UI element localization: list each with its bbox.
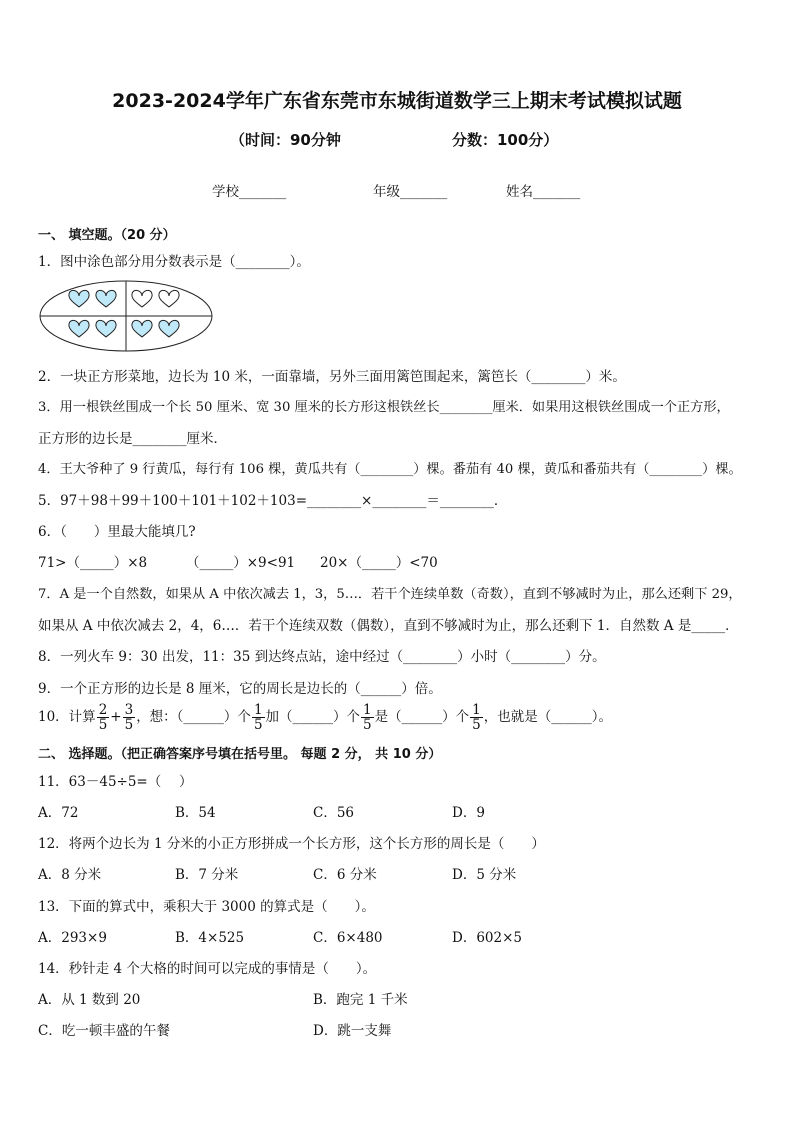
fraction: $\frac{2}{5}$ xyxy=(98,702,108,733)
section-1-title: 一、 填空题。（20 分） xyxy=(38,228,176,243)
option-a: A．293×9 xyxy=(38,930,107,946)
q10-text-5: ，也就是（______）。 xyxy=(483,709,612,725)
option-b: B．7 分米 xyxy=(175,867,239,883)
option-c: C．6 分米 xyxy=(313,867,377,883)
question-6-part-b: （_____）×9<91 xyxy=(186,555,296,571)
q10-text-3: 加（______）个 xyxy=(265,709,361,725)
page-title: 2023-2024学年广东省东莞市东城街道数学三上期末考试模拟试题 xyxy=(112,90,682,112)
option-b: B．跑完 1 千米 xyxy=(313,992,408,1008)
question-9: 9．一个正方形的边长是 8 厘米，它的周长是边长的（______）倍。 xyxy=(38,681,442,697)
question-3-line-1: 3．用一根铁丝围成一个长 50 厘米、宽 30 厘米的长方形这根铁丝长________厘米．如果用这根铁丝围成一个正方形， xyxy=(38,400,730,415)
fraction: $\frac{1}{5}$ xyxy=(363,702,372,733)
fraction: $\frac{1}{5}$ xyxy=(472,702,481,733)
option-c: C．6×480 xyxy=(313,930,383,946)
question-5: 5．97＋98＋99＋100＋101＋102＋103=________×________＝________． xyxy=(38,493,508,509)
q10-text-2: ，想：（______）个 xyxy=(136,709,251,725)
section-2-title: 二、 选择题。（把正确答案序号填在括号里。 每题 2 分， 共 10 分） xyxy=(38,747,442,762)
option-a: A．从 1 数到 20 xyxy=(38,992,141,1008)
option-c: C．吃一顿丰盛的午餐 xyxy=(38,1023,170,1039)
option-b: B．54 xyxy=(175,805,216,821)
option-a: A．72 xyxy=(38,805,79,821)
school-field: 学校_______ xyxy=(212,184,287,200)
exam-score: 分数：100分） xyxy=(452,131,559,149)
question-1: 1．图中涂色部分用分数表示是（________）。 xyxy=(38,254,310,270)
option-d: D．跳一支舞 xyxy=(313,1023,392,1039)
option-c: C．56 xyxy=(313,805,355,821)
question-8: 8．一列火车 9：30 出发，11：35 到达终点站，途中经过（________）小时（________）分。 xyxy=(38,649,606,665)
question-7-line-1: 7．A 是一个自然数，如果从 A 中依次减去 1，3，5…．若干个连续单数（奇数），直到不够减时为止，那么还剩下 29， xyxy=(38,587,742,602)
plus-sign: + xyxy=(110,709,122,725)
question-12: 12．将两个边长为 1 分米的小正方形拼成一个长方形，这个长方形的周长是（ ） xyxy=(38,836,545,852)
question-11: 11．63－45÷5=（ ） xyxy=(38,774,193,790)
question-4: 4．王大爷种了 9 行黄瓜，每行有 106 棵，黄瓜共有（________）棵。番茄有 40 棵，黄瓜和番茄共有（________）棵。 xyxy=(38,462,742,477)
grade-field: 年级_______ xyxy=(373,184,448,200)
option-a: A．8 分米 xyxy=(38,867,102,883)
option-b: B．4×525 xyxy=(175,930,245,946)
question-6-part-c: 20×（_____）<70 xyxy=(320,555,438,571)
name-field: 姓名_______ xyxy=(506,184,581,200)
q10-text-1: 10．计算 xyxy=(38,709,96,725)
question-6-part-a: 71>（_____）×8 xyxy=(38,555,148,571)
fraction: $\frac{1}{5}$ xyxy=(253,702,263,733)
exam-time: （时间：90分钟 xyxy=(230,131,341,149)
option-d: D．602×5 xyxy=(452,930,522,946)
question-3-line-2: 正方形的边长是________厘米． xyxy=(38,431,227,447)
question-2: 2．一块正方形菜地，边长为 10 米，一面靠墙，另外三面用篱笆围起来，篱笆长（________）米。 xyxy=(38,369,626,385)
option-d: D．9 xyxy=(452,805,485,821)
fraction: $\frac{3}{5}$ xyxy=(124,702,134,733)
question-6: 6．（ ）里最大能填几? xyxy=(38,524,196,540)
question-7-line-2: 如果从 A 中依次减去 2，4，6…．若干个连续双数（偶数），直到不够减时为止，那么还剩下 1．自然数 A 是_____． xyxy=(38,618,739,634)
option-d: D．5 分米 xyxy=(452,867,517,883)
q10-text-4: 是（______）个 xyxy=(374,709,470,725)
question-10 xyxy=(38,703,612,732)
question-13: 13．下面的算式中，乘积大于 3000 的算式是（ ）。 xyxy=(38,899,375,915)
hearts-ellipse-figure xyxy=(38,279,214,353)
question-14: 14．秒针走 4 个大格的时间可以完成的事情是（ ）。 xyxy=(38,961,377,977)
